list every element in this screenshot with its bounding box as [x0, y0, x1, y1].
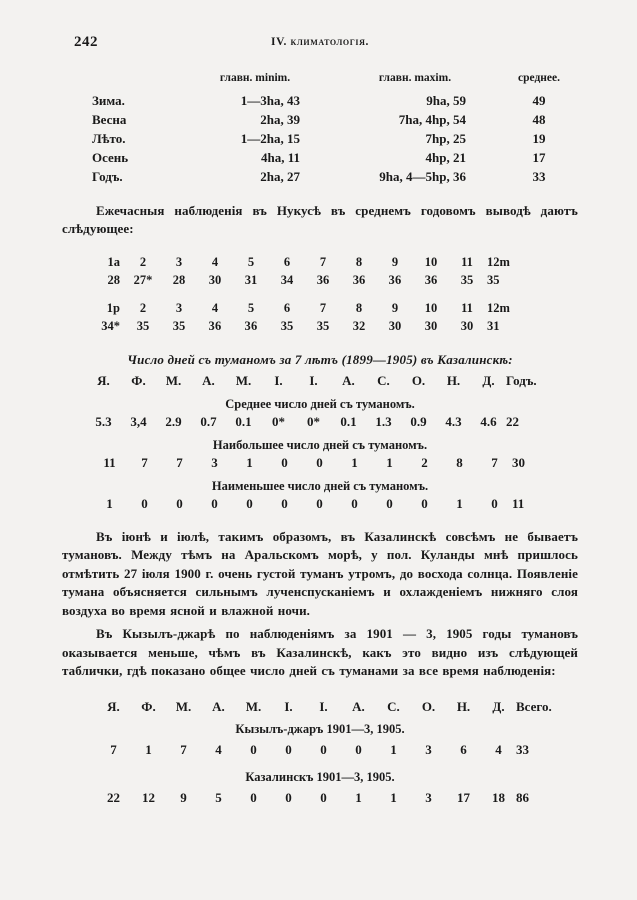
- kazalinsk-value: 9: [180, 789, 187, 805]
- hourly-am-hours-row: [84, 255, 578, 270]
- month-label: Н.: [446, 372, 461, 388]
- fog-mean-value: 0*: [272, 413, 285, 429]
- fog-min-value: 1: [456, 495, 463, 511]
- season-label: Зима.: [92, 92, 125, 108]
- hourly-value-highlight: 36: [388, 272, 402, 287]
- hour-label: 11: [461, 300, 473, 315]
- fog-min-value: 0: [281, 495, 288, 511]
- hour-label: 4: [211, 254, 219, 269]
- kazalinsk-value: 18: [492, 789, 505, 805]
- season-average: 19: [532, 130, 546, 146]
- kazalinsk-value: 3: [425, 789, 432, 805]
- fog-mean-total: 22: [506, 413, 519, 429]
- fog-min-values-row: [62, 496, 578, 512]
- hourly-pm-hours-row: [84, 301, 578, 316]
- kazalinsk-table-label: Казалинскъ 1901—3, 1905.: [245, 769, 395, 784]
- hourly-value: 34: [280, 272, 294, 287]
- season-maximum: 4hp, 21: [425, 149, 466, 165]
- hourly-value: 36: [424, 272, 438, 287]
- fog-max-value: 7: [176, 454, 183, 470]
- hour-label: 10: [424, 254, 438, 269]
- fog-max-total: 30: [512, 454, 525, 470]
- hourly-value: 35: [172, 318, 186, 333]
- month-label: I.: [284, 698, 293, 714]
- hourly-value: 31: [487, 318, 500, 333]
- kyzyl-value: 1: [390, 741, 397, 757]
- hour-label: 3: [175, 254, 183, 269]
- hour-label: 2: [139, 300, 147, 315]
- table-row: [62, 110, 578, 129]
- hour-label: 12m: [487, 300, 510, 315]
- hour-label: 6: [283, 254, 291, 269]
- kyzyl-value: 6: [460, 741, 467, 757]
- season-minimum: 1—3ha, 43: [240, 92, 300, 108]
- kyzyl-value: 0: [285, 741, 292, 757]
- fog-mean-values-row: [62, 414, 578, 430]
- hourly-value: 35: [460, 272, 474, 287]
- month-label: А.: [212, 698, 225, 714]
- hourly-value-highlight: 36: [208, 318, 222, 333]
- fog-max-value: 1: [386, 454, 393, 470]
- kyzyl-value: 4: [495, 741, 502, 757]
- hourly-value: 35: [136, 318, 150, 333]
- kyzyl-total: 33: [516, 741, 529, 757]
- fog-mean-value: 3,4: [130, 413, 147, 429]
- running-title-text: климатологiя.: [290, 36, 369, 48]
- kyzyl-value: 7: [110, 741, 117, 757]
- season-label: Лѣто.: [92, 130, 126, 146]
- kyzyl-value: 0: [355, 741, 362, 757]
- table-row: [62, 148, 578, 167]
- page-number: 242: [74, 34, 98, 50]
- table-header-row: [62, 72, 578, 91]
- fog-min-value: 0: [351, 495, 358, 511]
- intro-paragraph: Ежечасныя наблюденiя въ Нукусѣ въ среднемъ годовомъ выводѣ даютъ слѣдующее:: [62, 203, 578, 237]
- month-label: Ф.: [141, 698, 156, 714]
- season-maximum: 9ha, 4—5hp, 36: [379, 168, 466, 184]
- final-months-header-row: [62, 699, 578, 715]
- kyzyl-value: 7: [180, 741, 187, 757]
- fog-mean-value: 4.6: [480, 413, 497, 429]
- month-label-total: Всего.: [516, 698, 552, 714]
- hour-label: 7: [319, 300, 327, 315]
- fog-min-value: 0: [316, 495, 323, 511]
- season-average: 49: [532, 92, 546, 108]
- hour-label: 11: [461, 254, 473, 269]
- kazalinsk-total: 86: [516, 789, 529, 805]
- hourly-value: 28: [172, 272, 186, 287]
- hour-label: 9: [391, 300, 399, 315]
- month-label-total: Годъ.: [506, 372, 537, 388]
- hourly-value: 30: [208, 272, 222, 287]
- month-label: А.: [202, 372, 215, 388]
- season-minimum: 1—2ha, 15: [240, 130, 300, 146]
- column-header-maximum: главн. maxim.: [378, 72, 452, 84]
- fog-mean-label: Среднее число дней съ туманомъ.: [225, 396, 415, 411]
- fog-max-value: 2: [421, 454, 428, 470]
- hourly-value: 34*: [101, 318, 120, 333]
- month-label: М.: [235, 372, 252, 388]
- month-label: Д.: [492, 698, 505, 714]
- fog-max-value: 7: [141, 454, 148, 470]
- hourly-table-am: [62, 255, 578, 288]
- fog-min-value: 0: [246, 495, 253, 511]
- hourly-value: 30: [388, 318, 402, 333]
- fog-mean-value: 0.1: [235, 413, 252, 429]
- hourly-value: 35: [316, 318, 330, 333]
- hourly-value: 36: [352, 272, 366, 287]
- table-row: [62, 167, 578, 186]
- fog-max-value: 8: [456, 454, 463, 470]
- hour-label: 9: [391, 254, 399, 269]
- column-header-average: среднее.: [518, 72, 560, 84]
- running-title-numeral: IV.: [271, 36, 287, 48]
- running-title: [62, 36, 578, 48]
- fog-mean-value: 1.3: [375, 413, 392, 429]
- paragraph-kyzyl-dzhar: Въ Кызылъ-джарѣ по наблюденiямъ за 1901 — 3, 1905 годы тумановъ оказывается меньше, чѣмъ въ Казалинскѣ, какъ это видно изъ слѣдующей таблички, гдѣ показано общее число дней съ туманами за все время наблюденiя:: [62, 626, 578, 679]
- season-extremes-table: [62, 72, 578, 186]
- hourly-value: 35: [280, 318, 294, 333]
- fog-max-value: 3: [211, 454, 218, 470]
- hour-label: 5: [247, 300, 255, 315]
- kazalinsk-value: 12: [142, 789, 155, 805]
- kyzyl-value: 0: [320, 741, 327, 757]
- hour-label: 3: [175, 300, 183, 315]
- kazalinsk-value: 5: [215, 789, 222, 805]
- season-minimum: 2ha, 39: [260, 111, 300, 127]
- hourly-value: 30: [424, 318, 438, 333]
- month-label: М.: [245, 698, 262, 714]
- kazalinsk-values-row: [62, 790, 578, 806]
- season-maximum: 9ha, 59: [426, 92, 466, 108]
- fog-min-value: 0: [176, 495, 183, 511]
- hour-label: 2: [139, 254, 147, 269]
- hourly-value: 32: [352, 318, 366, 333]
- fog-min-value: 0: [491, 495, 498, 511]
- hour-label: 5: [247, 254, 255, 269]
- hourly-value: 36: [316, 272, 330, 287]
- month-label: О.: [421, 698, 436, 714]
- fog-mean-value: 0.9: [410, 413, 427, 429]
- kazalinsk-value: 17: [457, 789, 470, 805]
- kyzyl-dzhar-table-label: Кызылъ-джаръ 1901—3, 1905.: [235, 721, 405, 736]
- hour-label: 12m: [487, 254, 510, 269]
- fog-max-value: 1: [351, 454, 358, 470]
- month-label: I.: [319, 698, 328, 714]
- hour-label: 10: [424, 300, 438, 315]
- hourly-value: 35: [487, 272, 500, 287]
- table-row: [62, 91, 578, 110]
- running-head: [62, 34, 578, 58]
- month-label: I.: [274, 372, 283, 388]
- month-label: Я.: [107, 698, 120, 714]
- month-label: О.: [411, 372, 426, 388]
- fog-max-value: 1: [246, 454, 253, 470]
- kazalinsk-value: 1: [390, 789, 397, 805]
- fog-max-value: 0: [316, 454, 323, 470]
- kazalinsk-value: 0: [320, 789, 327, 805]
- season-maximum: 7ha, 4hp, 54: [398, 111, 466, 127]
- fog-mean-value-highlight: 5.3: [95, 413, 112, 429]
- season-minimum: 4ha, 11: [260, 149, 300, 165]
- month-label: А.: [352, 698, 365, 714]
- kazalinsk-value: 1: [355, 789, 362, 805]
- month-label: М.: [165, 372, 182, 388]
- hour-label: 8: [355, 300, 363, 315]
- hour-label: 8: [355, 254, 363, 269]
- hour-label: 1a: [107, 254, 120, 269]
- month-label: I.: [309, 372, 318, 388]
- month-label: М.: [175, 698, 192, 714]
- season-label: Годъ.: [92, 168, 123, 184]
- kyzyl-value: 1: [145, 741, 152, 757]
- kazalinsk-value: 0: [250, 789, 257, 805]
- fog-max-values-row: [62, 455, 578, 471]
- kazalinsk-value: 0: [285, 789, 292, 805]
- month-label: А.: [342, 372, 355, 388]
- kazalinsk-value: 22: [107, 789, 120, 805]
- fog-mean-value: 0.7: [200, 413, 217, 429]
- column-header-minimum: главн. minim.: [219, 72, 291, 84]
- fog-table-title: Число дней съ туманомъ за 7 лѣтъ (1899—1905) въ Казалинскѣ:: [127, 351, 513, 367]
- month-label: С.: [387, 698, 400, 714]
- fog-min-value: 0: [386, 495, 393, 511]
- fog-mean-value: 0*: [307, 413, 320, 429]
- hourly-pm-values-row: [84, 319, 578, 334]
- season-maximum: 7hp, 25: [425, 130, 466, 146]
- hourly-table-pm: [62, 301, 578, 334]
- fog-min-value: 1: [106, 495, 113, 511]
- season-label: Осень: [92, 149, 129, 165]
- hourly-value-highlight: 36: [244, 318, 258, 333]
- fog-months-header-row: [62, 373, 578, 389]
- fog-mean-value: 2.9: [165, 413, 182, 429]
- month-label: Ф.: [131, 372, 146, 388]
- hourly-value: 28: [107, 272, 120, 287]
- hour-label: 4: [211, 300, 219, 315]
- month-label: Я.: [97, 372, 110, 388]
- month-label: Д.: [482, 372, 495, 388]
- kyzyl-value: 4: [215, 741, 222, 757]
- fog-max-value: 0: [281, 454, 288, 470]
- month-label: С.: [377, 372, 390, 388]
- month-label: Н.: [456, 698, 471, 714]
- paragraph-june-july: Въ iюнѣ и iюлѣ, такимъ образомъ, въ Казалинскѣ совсѣмъ не бываетъ тумановъ. Между тѣмъ на Аральскомъ морѣ, у пол. Куланды мнѣ пришлось отмѣтить 27 iюля 1900 г. очень густой туманъ утромъ, до восхода солнца. Появленiе тумана объясняется сильнымъ лученспусканiемъ и охлажденiемъ нижняго слоя воздуха во время ясной и влажной ночи.: [62, 528, 578, 618]
- fog-max-value: 11: [103, 454, 116, 470]
- fog-min-label: Наименьшее число дней съ туманомъ.: [211, 478, 429, 493]
- page-content: [62, 34, 578, 806]
- hour-label: 6: [283, 300, 291, 315]
- fog-min-value: 0: [421, 495, 428, 511]
- fog-min-value: 0: [211, 495, 218, 511]
- fog-min-total: 11: [512, 495, 525, 511]
- fog-max-value: 7: [491, 454, 498, 470]
- fog-mean-value: 0.1: [340, 413, 357, 429]
- hourly-value: 31: [244, 272, 258, 287]
- column-header-season: [62, 72, 180, 91]
- fog-mean-value: 4.3: [445, 413, 462, 429]
- season-average: 33: [532, 168, 546, 184]
- hourly-value: 30: [460, 318, 474, 333]
- season-table-body: [62, 91, 578, 186]
- season-average: 17: [532, 149, 546, 165]
- hour-label: 1p: [106, 300, 120, 315]
- hour-label: 7: [319, 254, 327, 269]
- season-label: Весна: [92, 111, 127, 127]
- hourly-value: 27*: [133, 272, 153, 287]
- kyzyl-value: 0: [250, 741, 257, 757]
- kyzyl-value: 3: [425, 741, 432, 757]
- fog-min-value: 0: [141, 495, 148, 511]
- table-row: [62, 129, 578, 148]
- kyzyl-dzhar-values-row: [62, 742, 578, 758]
- hourly-am-values-row: [84, 273, 578, 288]
- fog-max-label: Наибольшее число дней съ туманомъ.: [212, 437, 428, 452]
- season-average: 48: [532, 111, 546, 127]
- season-minimum: 2ha, 27: [260, 168, 300, 184]
